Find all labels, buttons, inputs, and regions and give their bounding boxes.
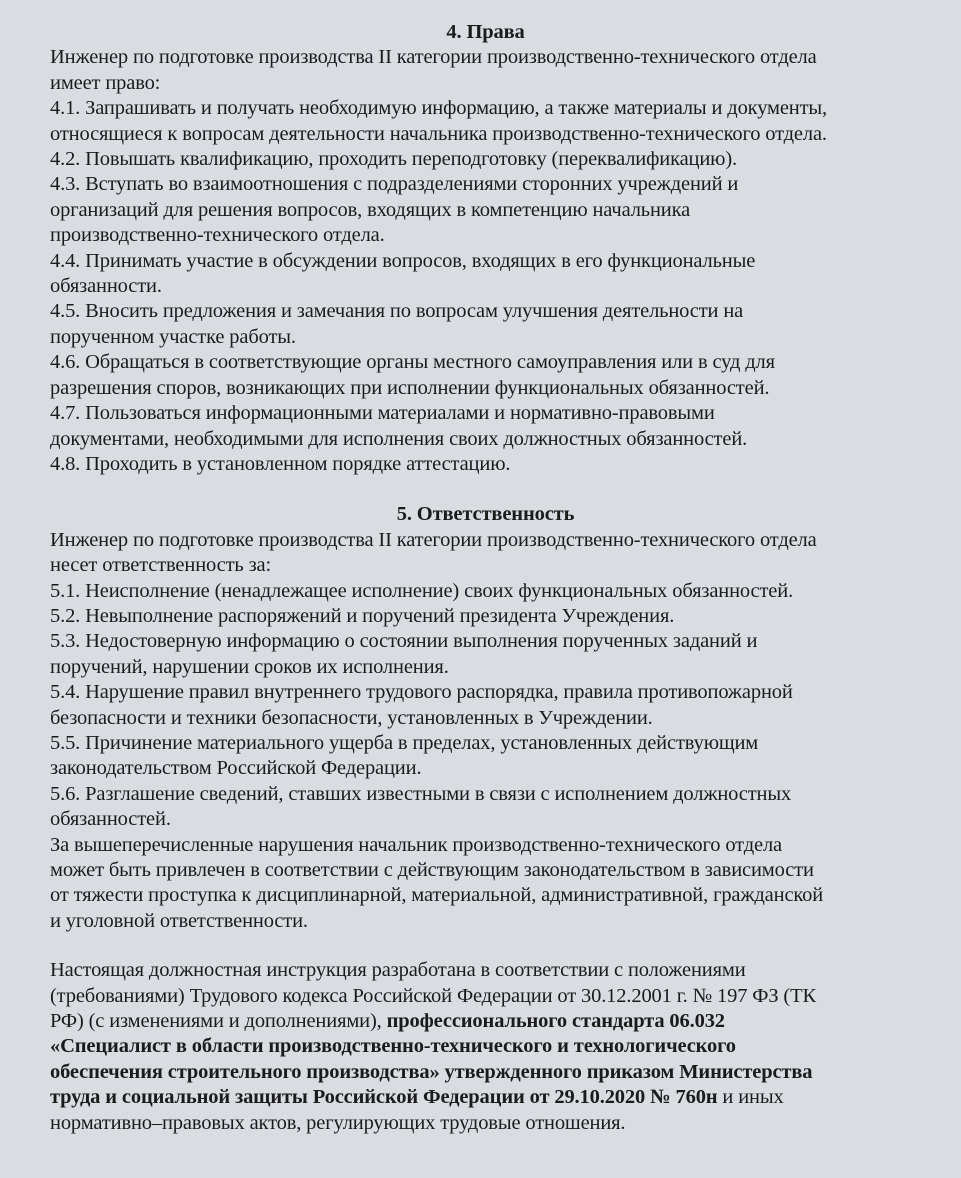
- section-5-title: 5. Ответственность: [396, 503, 575, 526]
- section-4-title: 4. Права: [446, 21, 525, 43]
- text-line: организаций для решения вопросов, входящих в компетенцию начальника: [50, 198, 691, 221]
- text-line: 5.5. Причинение материального ущерба в пределах, установленных действующим: [50, 731, 759, 754]
- bold-text: труда и социальной защиты Российской Федерации от 29.10.2020 № 760н: [50, 1086, 718, 1109]
- text-line: 4.3. Вступать во взаимоотношения с подразделениями сторонних учреждений и: [50, 173, 739, 196]
- text-line: 5.6. Разглашение сведений, ставших известными в связи с исполнением должностных: [50, 782, 792, 805]
- text-line: 5.3. Недостоверную информацию о состоянии выполнения порученных заданий и: [50, 630, 758, 653]
- text-line: от тяжести проступка к дисциплинарной, материальной, административной, гражданской: [50, 884, 824, 907]
- section-5-body: [50, 528, 921, 935]
- text-line: несет ответственность за:: [50, 554, 272, 577]
- text-line: 4.6. Обращаться в соответствующие органы местного самоуправления или в суд для: [50, 351, 775, 374]
- bold-text: профессионального стандарта 06.032: [386, 1010, 725, 1033]
- text-line: нормативно–правовых актов, регулирующих трудовые отношения.: [50, 1111, 626, 1134]
- text-line: Настоящая должностная инструкция разработана в соответствии с положениями: [50, 959, 746, 982]
- plain-text: и иных: [717, 1086, 784, 1109]
- text-line: поручений, нарушении сроков их исполнения.: [50, 655, 449, 678]
- section-spacer: [50, 934, 921, 958]
- text-line: производственно-технического отдела.: [50, 224, 385, 247]
- section-4-body: [50, 45, 921, 477]
- text-line: 5.1. Неисполнение (ненадлежащее исполнение) своих функциональных обязанностей.: [50, 579, 794, 602]
- text-line: относящиеся к вопросам деятельности начальника производственно-технического отдела.: [50, 122, 827, 145]
- text-line: 5.2. Невыполнение распоряжений и поручений президента Учреждения.: [50, 604, 675, 627]
- text-line: 4.7. Пользоваться информационными материалами и нормативно-правовыми: [50, 402, 715, 425]
- text-line: Инженер по подготовке производства II категории производственно-технического отдела: [50, 528, 817, 551]
- text-line: Инженер по подготовке производства II категории производственно-технического отдела: [50, 46, 817, 69]
- closing-paragraph: [50, 958, 921, 1136]
- text-line: обязанности.: [50, 275, 162, 298]
- text-line: разрешения споров, возникающих при исполнении функциональных обязанностей.: [50, 376, 770, 399]
- text-line: законодательством Российской Федерации.: [50, 757, 422, 780]
- text-line: 4.5. Вносить предложения и замечания по вопросам улучшения деятельности на: [50, 300, 744, 323]
- text-line: имеет право:: [50, 71, 161, 94]
- text-line: обязанностей.: [50, 808, 171, 831]
- plain-text: РФ) (с изменениями и дополнениями),: [50, 1010, 387, 1033]
- text-line: [50, 1060, 921, 1085]
- text-line: 4.2. Повышать квалификацию, проходить переподготовку (переквалификацию).: [50, 148, 737, 171]
- text-line: 4.1. Запрашивать и получать необходимую информацию, а также материалы и документы,: [50, 97, 828, 120]
- text-line: 5.4. Нарушение правил внутреннего трудового распорядка, правила противопожарной: [50, 681, 793, 704]
- text-line: [50, 1034, 921, 1059]
- text-line: [50, 1009, 921, 1034]
- text-line: и уголовной ответственности.: [50, 909, 308, 932]
- text-line: 4.4. Принимать участие в обсуждении вопросов, входящих в его функциональные: [50, 249, 756, 272]
- text-line: (требованиями) Трудового кодекса Российской Федерации от 30.12.2001 г. № 197 ФЗ (ТК: [50, 984, 816, 1007]
- bold-text: «Специалист в области производственно-технического и технологического: [50, 1035, 736, 1058]
- text-line: [50, 1085, 921, 1110]
- text-line: может быть привлечен в соответствии с действующим законодательством в зависимости: [50, 859, 814, 881]
- section-spacer: [50, 477, 921, 502]
- text-line: документами, необходимыми для исполнения своих должностных обязанностей.: [50, 427, 748, 450]
- bold-text: обеспечения строительного производства» утвержденного приказом Министерства: [50, 1060, 813, 1083]
- text-line: За вышеперечисленные нарушения начальник производственно-технического отдела: [50, 833, 782, 856]
- text-line: 4.8. Проходить в установленном порядке аттестацию.: [50, 452, 511, 475]
- text-line: порученном участке работы.: [50, 325, 296, 348]
- text-line: безопасности и техники безопасности, установленных в Учреждении.: [50, 706, 653, 729]
